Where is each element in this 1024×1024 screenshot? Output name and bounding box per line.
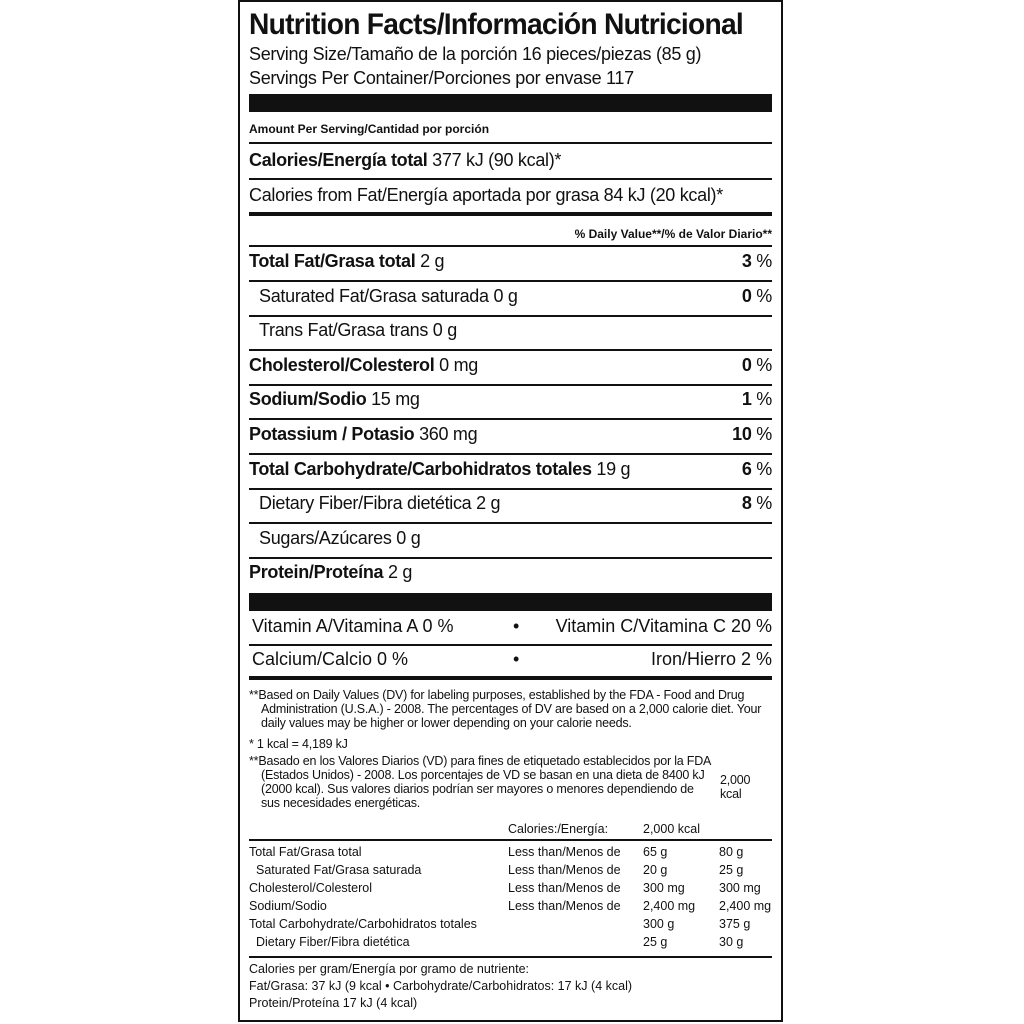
- nutrient-row: [249, 286, 772, 307]
- nutrient-label: Potassium / Potasio: [249, 424, 415, 444]
- dv-nutrient: Cholesterol/Colesterol: [249, 881, 372, 895]
- percent-sign: %: [756, 424, 772, 444]
- divider: [249, 315, 772, 317]
- nutrient-label: Total Fat/Grasa total: [249, 251, 416, 271]
- divider: [249, 522, 772, 524]
- nutrient-amount: 0 g: [432, 320, 457, 341]
- dv-limit: Less than/Menos de: [508, 899, 621, 913]
- per-gram-line-2: Protein/Proteína 17 kJ (4 kcal): [249, 996, 418, 1010]
- divider: [249, 557, 772, 559]
- divider: [249, 453, 772, 455]
- label-title: Nutrition Facts/Información Nutricional: [249, 8, 743, 41]
- divider: [249, 384, 772, 386]
- nutrient-row: [249, 562, 772, 583]
- dv-nutrient: Saturated Fat/Grasa saturada: [256, 863, 422, 877]
- nutrient-percent: 8: [741, 493, 752, 514]
- nutrient-percent: 6: [741, 458, 752, 479]
- dv-value-2500: 80 g: [719, 845, 744, 859]
- dv-limit: Less than/Menos de: [508, 845, 621, 859]
- calories-per-gram: [249, 961, 772, 1012]
- nutrient-row: [249, 528, 772, 549]
- nutrient-amount: 0 mg: [439, 354, 478, 375]
- footnote-spanish: **Basado en los Valores Diarios (VD) para fines de etiquetado establecidos por la FDA (Estados Unidos) - 2008. Los porcentajes de VD se basan en una dieta de 8400 kJ (2000 kcal). Sus valores diarios podrían ser mayores o menores dependiendo de sus necesidades energéticas.: [249, 754, 711, 810]
- dv-value-2500: 30 g: [719, 935, 744, 949]
- dv-value-2000: 300 g: [643, 917, 675, 931]
- calcium: Calcium/Calcio 0 %: [252, 649, 409, 669]
- vitamin-row-2: [249, 649, 772, 670]
- daily-value-header: % Daily Value**/% de Valor Diario**: [574, 227, 772, 241]
- nutrient-row: [249, 320, 772, 341]
- dv-value-2000: 20 g: [643, 863, 668, 877]
- nutrient-daily-value: [742, 493, 772, 514]
- divider: [249, 956, 772, 958]
- nutrient-label: Sodium/Sodio: [249, 389, 367, 410]
- bullet-separator: •: [513, 649, 520, 669]
- calories-from-fat: Calories from Fat/Energía aportada por grasa 84 kJ (20 kcal)*: [249, 185, 723, 205]
- nutrient-label: Cholesterol/Colesterol: [249, 354, 435, 375]
- dv-value-2500: 300 mg: [719, 881, 761, 895]
- footnote-kcal: * 1 kcal = 4,189 kJ: [249, 737, 348, 751]
- dv-value-2000: 25 g: [643, 935, 668, 949]
- nutrient-daily-value: [732, 424, 772, 445]
- serving-size: Serving Size/Tamaño de la porción 16 pieces/piezas (85 g): [249, 44, 702, 64]
- divider: [249, 142, 772, 144]
- nutrient-amount: 19 g: [596, 458, 631, 479]
- calories-label: Calories/Energía total: [249, 150, 428, 170]
- dv-value-2500: 25 g: [719, 863, 744, 877]
- nutrient-row: [249, 355, 772, 376]
- dv-nutrient: Total Fat/Grasa total: [249, 845, 362, 859]
- nutrient-percent: 0: [741, 285, 752, 306]
- divider: [249, 178, 772, 180]
- divider: [249, 644, 772, 646]
- nutrient-label: Dietary Fiber/Fibra dietética: [259, 493, 472, 514]
- percent-sign: %: [756, 389, 772, 410]
- iron: Iron/Hierro 2 %: [650, 649, 772, 669]
- dv-table-calories-label: Calories:/Energía:: [508, 822, 609, 836]
- nutrient-percent: 1: [741, 389, 752, 410]
- nutrient-label: Total Carbohydrate/Carbohidratos totales: [249, 458, 592, 479]
- dv-limit: Less than/Menos de: [508, 881, 621, 895]
- nutrient-label: Saturated Fat/Grasa saturada: [259, 285, 489, 306]
- calories-row: [249, 150, 772, 171]
- divider: [249, 418, 772, 420]
- percent-sign: %: [756, 251, 772, 271]
- nutrient-row: [249, 424, 772, 445]
- percent-sign: %: [756, 493, 772, 514]
- divider-thick: [249, 212, 772, 216]
- divider: [249, 280, 772, 282]
- nutrient-row: [249, 251, 772, 272]
- nutrition-label-content: [249, 2, 772, 1020]
- footnote-english: **Based on Daily Values (DV) for labeling purposes, established by the FDA - Food and Drug Administration (U.S.A.) - 2008. The percentages of DV are based on a 2,000 calorie diet. Your daily values may be higher or lower depending on your calorie needs.: [249, 688, 762, 730]
- percent-sign: %: [756, 285, 772, 306]
- nutrient-percent: 0: [741, 354, 752, 375]
- per-gram-line-1: Fat/Grasa: 37 kJ (9 kcal • Carbohydrate/Carbohidratos: 17 kJ (4 kcal): [249, 979, 633, 993]
- divider: [249, 839, 772, 841]
- percent-sign: %: [756, 458, 772, 479]
- nutrient-label: Trans Fat/Grasa trans: [259, 320, 429, 341]
- footnote-stray-kcal: 2,000 kcal: [720, 773, 751, 801]
- nutrition-label: [238, 0, 783, 1022]
- nutrient-daily-value: [742, 355, 772, 376]
- dv-nutrient: Dietary Fiber/Fibra dietética: [256, 935, 410, 949]
- amount-per-serving: Amount Per Serving/Cantidad por porción: [249, 122, 490, 136]
- nutrient-percent: 3: [741, 251, 752, 271]
- vitamin-c: Vitamin C/Vitamina C 20 %: [555, 616, 772, 636]
- nutrient-daily-value: [742, 459, 772, 480]
- bullet-separator: •: [513, 616, 520, 636]
- vitamin-a: Vitamin A/Vitamina A 0 %: [252, 616, 454, 636]
- dv-value-2500: 375 g: [719, 917, 751, 931]
- divider: [249, 245, 772, 247]
- nutrient-row: [249, 389, 772, 410]
- nutrient-amount: 2 g: [387, 562, 413, 583]
- nutrient-amount: 0 g: [396, 527, 421, 548]
- divider: [249, 349, 772, 351]
- per-gram-heading: Calories per gram/Energía por gramo de nutriente:: [249, 962, 530, 976]
- dv-value-2000: 65 g: [643, 845, 668, 859]
- nutrient-label: Protein/Proteína: [249, 562, 384, 583]
- nutrient-daily-value: [742, 251, 772, 272]
- dv-value-2000: 300 mg: [643, 881, 685, 895]
- divider-thick: [249, 676, 772, 680]
- dv-table-calories-value: 2,000 kcal: [643, 822, 700, 836]
- nutrient-daily-value: [742, 389, 772, 410]
- dv-value-2000: 2,400 mg: [643, 899, 696, 913]
- nutrient-row: [249, 493, 772, 514]
- dv-nutrient: Total Carbohydrate/Carbohidratos totales: [249, 917, 477, 931]
- nutrient-amount: 2 g: [476, 493, 501, 514]
- nutrient-percent: 10: [732, 424, 752, 444]
- nutrient-label: Sugars/Azúcares: [259, 527, 392, 548]
- servings-per-container: Servings Per Container/Porciones por envase 117: [249, 68, 634, 88]
- nutrient-amount: 360 mg: [419, 424, 478, 444]
- divider: [249, 488, 772, 490]
- calories-value: 377 kJ (90 kcal)*: [432, 150, 562, 170]
- dv-limit: Less than/Menos de: [508, 863, 621, 877]
- nutrient-amount: 15 mg: [371, 389, 420, 410]
- nutrient-amount: 0 g: [493, 285, 518, 306]
- dv-nutrient: Sodium/Sodio: [249, 899, 327, 913]
- nutrient-row: [249, 459, 772, 480]
- thick-divider-top: [249, 94, 772, 112]
- dv-value-2500: 2,400 mg: [719, 899, 772, 913]
- nutrient-daily-value: [742, 286, 772, 307]
- thick-divider-vitamins: [249, 593, 772, 611]
- percent-sign: %: [756, 354, 772, 375]
- vitamin-row-1: [249, 616, 772, 637]
- nutrient-amount: 2 g: [420, 251, 445, 271]
